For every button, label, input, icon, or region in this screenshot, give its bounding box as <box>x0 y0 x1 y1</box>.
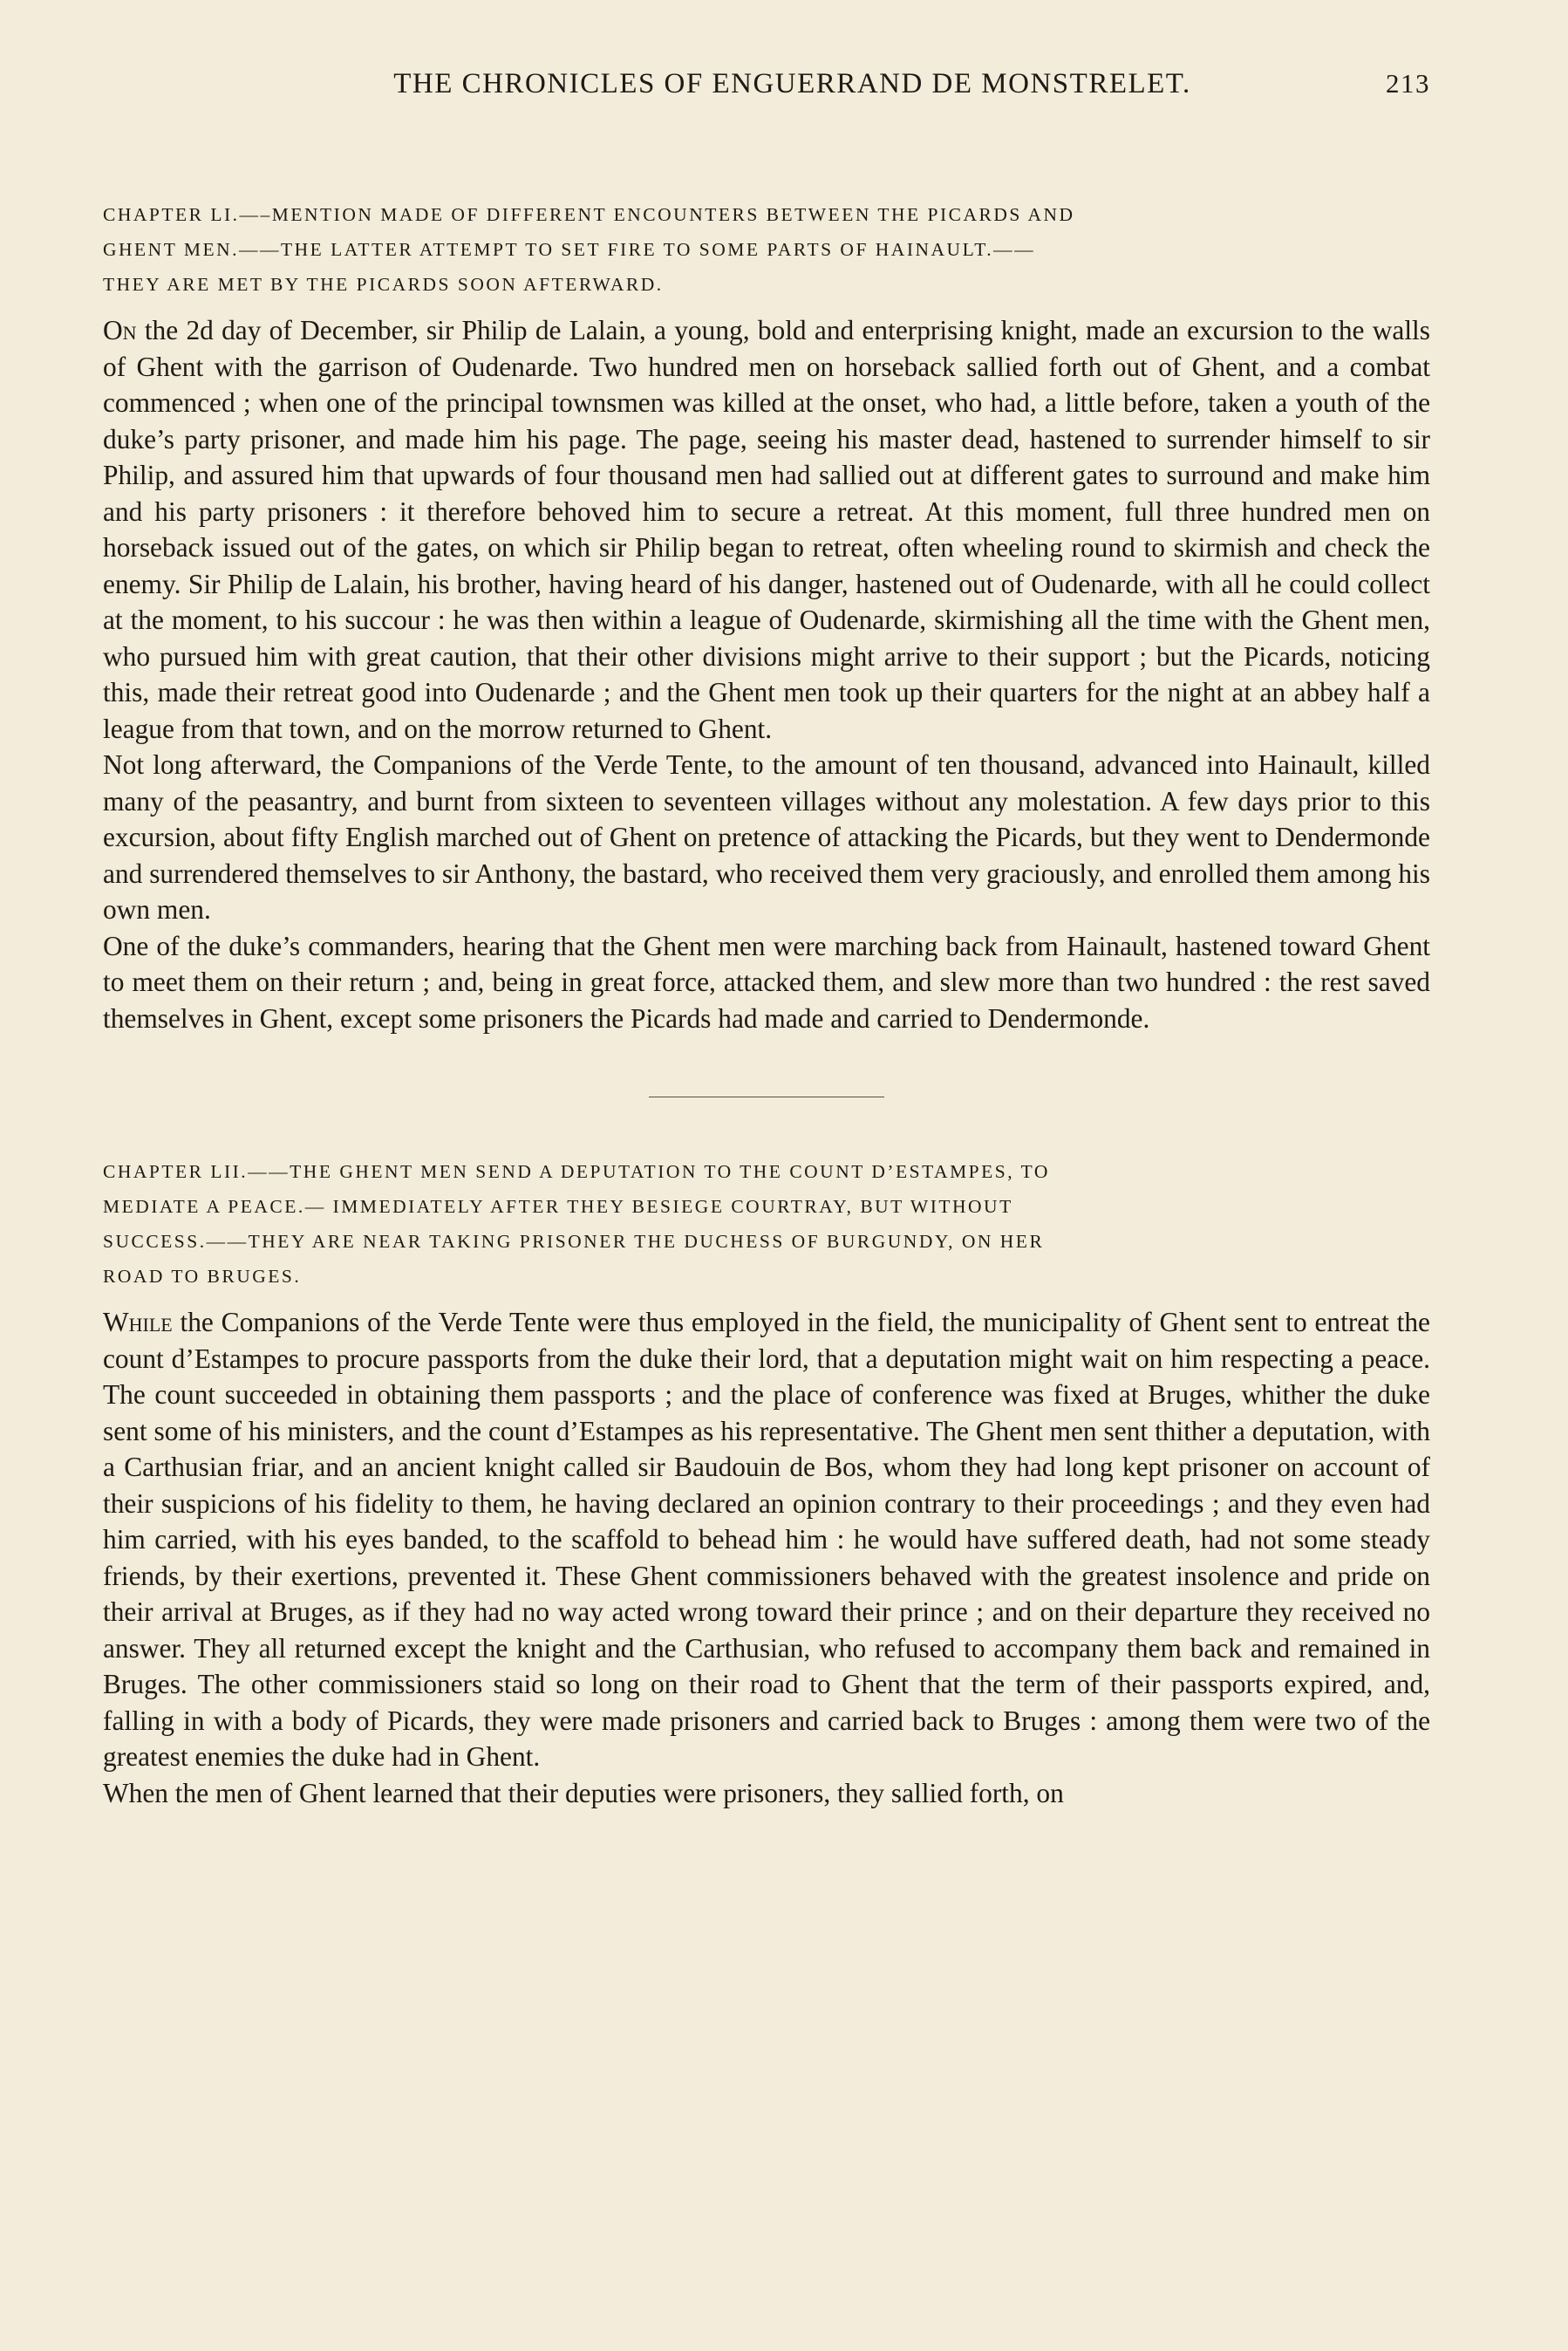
chapter-body <box>103 312 1430 1036</box>
paragraph <box>103 928 1430 1037</box>
chapter-heading-line: MEDIATE A PEACE.— IMMEDIATELY AFTER THEY BESIEGE COURTRAY, BUT WITHOUT <box>103 1196 1013 1217</box>
chapter-lii <box>103 1154 1430 1811</box>
running-title: THE CHRONICLES OF ENGUERRAND DE MONSTRELET. <box>393 68 1191 99</box>
paragraph <box>103 1775 1430 1812</box>
paragraph <box>103 312 1430 747</box>
chapter-body <box>103 1304 1430 1811</box>
paragraph-lead: While <box>103 1307 173 1337</box>
paragraph-text: One of the duke’s commanders, hearing that the Ghent men were marching back from Hainault, hastened toward Ghent to meet them on their return ; and, being in great force, attacked them, and slew more than two hundred : the rest saved themselves in Ghent, except some prisoners the Picards had made and carried to Dendermonde. <box>103 930 1430 1034</box>
chapter-heading-line: ROAD TO BRUGES. <box>103 1266 302 1287</box>
chapter-heading-line: CHAPTER LI.—–MENTION MADE OF DIFFERENT ENCOUNTERS BETWEEN THE PICARDS AND <box>103 204 1075 225</box>
paragraph <box>103 747 1430 928</box>
chapter-heading-line: SUCCESS.——THEY ARE NEAR TAKING PRISONER THE DUCHESS OF BURGUNDY, ON HER <box>103 1231 1045 1252</box>
chapter-heading <box>103 197 1430 302</box>
chapter-li <box>103 197 1430 1036</box>
chapter-heading-line: THEY ARE MET BY THE PICARDS SOON AFTERWARD. <box>103 274 664 295</box>
paragraph-text: Not long afterward, the Companions of the Verde Tente, to the amount of ten thousand, advanced into Hainault, killed many of the peasantry, and burnt from sixteen to seventeen villages without any molestation. A few days prior to this excursion, about fifty English marched out of Ghent on pretence of attacking the Picards, but they went to Dendermonde and surrendered themselves to sir Anthony, the bastard, who received them very graciously, and enrolled them among his own men. <box>103 749 1430 925</box>
paragraph <box>103 1304 1430 1775</box>
page-number: 213 <box>1386 68 1430 99</box>
chapter-heading-line: CHAPTER LII.——THE GHENT MEN SEND A DEPUTATION TO THE COUNT D’ESTAMPES, TO <box>103 1161 1050 1182</box>
paragraph-text: When the men of Ghent learned that their deputies were prisoners, they sallied forth, on <box>103 1777 1064 1808</box>
chapter-heading <box>103 1154 1430 1294</box>
running-header <box>103 68 1430 120</box>
paragraph-text: the Companions of the Verde Tente were thus employed in the field, the municipality of Ghent sent to entreat the count d’Estampes to procure passports from the duke their lord, that a deputation might wait on him respecting a peace. The count succeeded in obtaining them passports ; and the place of conference was fixed at Bruges, whither the duke sent some of his ministers, and the count d’Estampes as his representative. The Ghent men sent thither a deputation, with a Carthusian friar, and an ancient knight called sir Baudouin de Bos, whom they had long kept prisoner on account of their suspicions of his fidelity to them, he having declared an opinion contrary to their proceedings ; and they even had him carried, with his eyes banded, to the scaffold to behead him : he would have suffered death, had not some steady friends, by their exertions, prevented it. These Ghent commissioners behaved with the greatest insolence and pride on their arrival at Bruges, as if they had no way acted wrong toward their prince ; and on their departure they received no answer. They all returned except the knight and the Carthusian, who refused to accompany them back and remained in Bruges. The other commissioners staid so long on their road to Ghent that the term of their passports expired, and, falling in with a body of Picards, they were made prisoners and carried back to Bruges : among them were two of the greatest enemies the duke had in Ghent. <box>103 1307 1430 1772</box>
chapter-heading-line: GHENT MEN.——THE LATTER ATTEMPT TO SET FIRE TO SOME PARTS OF HAINAULT.—— <box>103 239 1036 260</box>
paragraph-lead: On <box>103 315 137 345</box>
paragraph-text: the 2d day of December, sir Philip de Lalain, a young, bold and enterprising knight, made an excursion to the walls of Ghent with the garrison of Oudenarde. Two hundred men on horseback sallied forth out of Ghent, and a combat commenced ; when one of the principal townsmen was killed at the onset, who had, a little before, taken a youth of the duke’s party prisoner, and made him his page. The page, seeing his master dead, hastened to surrender himself to sir Philip, and assured him that upwards of four thousand men had sallied out at different gates to surround and make him and his party prisoners : it therefore behoved him to secure a retreat. At this moment, full three hundred men on horseback issued out of the gates, on which sir Philip began to retreat, often wheeling round to skirmish and check the enemy. Sir Philip de Lalain, his brother, having heard of his danger, hastened out of Oudenarde, with all he could collect at the moment, to his succour : he was then within a league of Oudenarde, skirmishing all the time with the Ghent men, who pursued him with great caution, that their other divisions might arrive to their support ; but the Picards, noticing this, made their retreat good into Oudenarde ; and the Ghent men took up their quarters for the night at an abbey half a league from that town, and on the morrow returned to Ghent. <box>103 315 1430 744</box>
